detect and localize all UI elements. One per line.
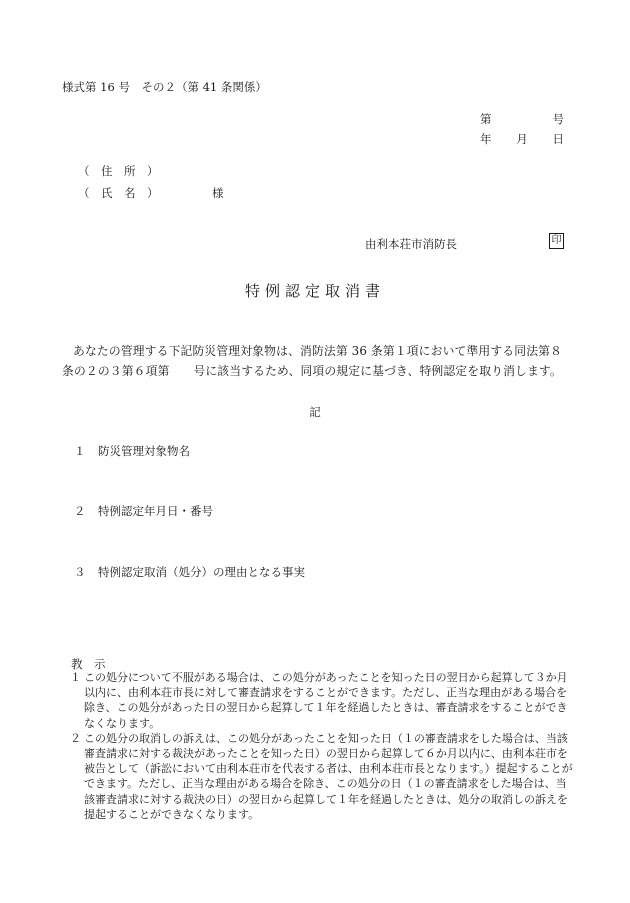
document-number [480,111,564,127]
honorific: 様 [212,186,224,200]
form-label: 様式第 16 号 その２（第 41 条関係） [62,80,267,94]
item-label: 防災管理対象物名 [98,444,190,458]
issuer-name: 由利本荘市消防長 [365,237,457,251]
instruction-note [70,731,576,822]
instruction-note [70,670,576,731]
item-1 [74,443,190,459]
name-label: （ 氏 名 ） [78,186,159,200]
document-date [480,131,564,147]
instructions-heading: 教 示 [71,657,106,671]
note-text: この処分の取消しの訴えは、この処分があったことを知った日（１の審査請求をした場合は、当該審査請求に対する裁決があったことを知った日）の翌日から起算して６か月以内に、由利本荘市を被告として（訴訟において由利本荘市を代表する者は、由利本荘市長となります。）提起することができます。ただし、正当な理由がある場合を除き、この処分の日（１の審査請求をした場合は、当該審査請求に対する裁決の日）の翌日から起算して１年を経過したときは、処分の取消しの訴えを提起することができなくなります。 [84,731,573,821]
date-month: 月 [516,132,528,146]
item-2 [74,503,213,519]
date-year: 年 [480,132,492,146]
address-label: （ 住 所 ） [78,164,159,178]
number-suffix: 号 [552,112,564,126]
ki-heading: 記 [309,405,321,419]
item-number: １ [74,444,86,458]
item-number: ３ [74,565,86,579]
date-day: 日 [552,132,564,146]
note-text: この処分について不服がある場合は、この処分があったことを知った日の翌日から起算して３か月以内に、由利本荘市長に対して審査請求をすることができます。ただし、正当な理由がある場合を除き、この処分があった日の翌日から起算して１年を経過したときは、審査請求をすることができなくなります。 [84,671,568,730]
note-number: １ [70,671,81,684]
item-number: ２ [74,504,86,518]
note-number: ２ [70,731,81,745]
number-prefix: 第 [480,112,492,126]
instructions-notes [70,670,576,822]
seal-mark: 印 [549,233,564,249]
item-label: 特例認定取消（処分）の理由となる事実 [98,565,305,579]
item-label: 特例認定年月日・番号 [98,504,213,518]
item-3 [74,564,305,580]
document-title: 特例認定取消書 [244,282,385,300]
body-text: あなたの管理する下記防災管理対象物は、消防法第 36 条第１項において準用する同法第８条の２の３第６項第 号に該当するため、同項の規定に基づき、特例認定を取り消します。 [62,344,563,378]
